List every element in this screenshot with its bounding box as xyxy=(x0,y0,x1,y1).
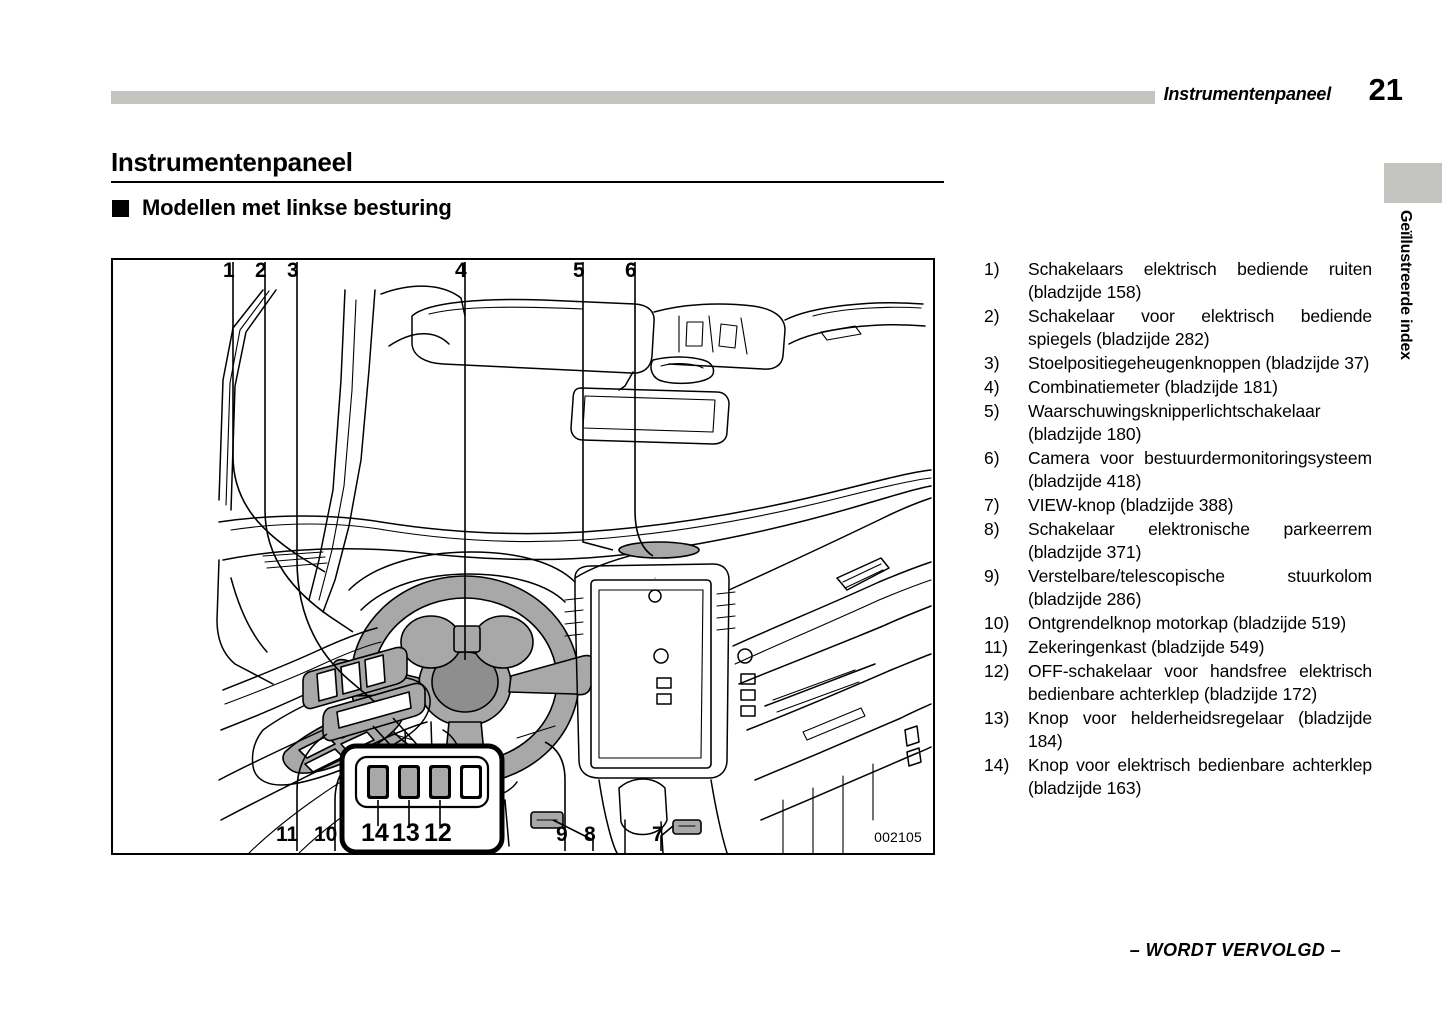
legend-item-number: 14) xyxy=(984,755,1010,775)
page-title: Instrumentenpaneel xyxy=(111,147,353,177)
thumb-index-tab-marker xyxy=(1384,163,1442,203)
legend-item-label: Knop voor helderheidsregelaar (bladzijde 184) xyxy=(1028,708,1372,751)
legend-item-number: 3) xyxy=(984,353,1000,373)
callout-number-9: 9 xyxy=(556,823,568,846)
callout-number-1: 1 xyxy=(223,259,235,282)
legend-item-label: OFF-schakelaar voor handsfree elektrisch bedienbare achterklep (bladzijde 172) xyxy=(1028,661,1372,704)
dashboard-illustration-figure xyxy=(111,258,935,855)
callout-number-12: 12 xyxy=(424,819,452,847)
legend-item-label: Zekeringenkast (bladzijde 549) xyxy=(1028,637,1265,657)
legend-item-number: 9) xyxy=(984,566,1000,586)
legend-item-label: Knop voor elektrisch bedienbare achterklep (bladzijde 163) xyxy=(1028,755,1372,798)
page-number: 21 xyxy=(1363,72,1403,108)
legend-item-5 xyxy=(984,400,1372,446)
filled-square-bullet-icon xyxy=(112,200,129,217)
running-header-title: Instrumentenpaneel xyxy=(1155,82,1340,106)
legend-item-label: Combinatiemeter (bladzijde 181) xyxy=(1028,377,1278,397)
legend-item-10 xyxy=(984,612,1372,635)
callout-number-5: 5 xyxy=(573,259,585,282)
title-underline-rule xyxy=(111,181,944,183)
legend-item-14 xyxy=(984,754,1372,800)
legend-item-label: Verstelbare/telescopische stuurkolom (bladzijde 286) xyxy=(1028,566,1372,609)
legend-item-7 xyxy=(984,494,1372,517)
subsection-heading xyxy=(112,194,452,222)
callout-number-14: 14 xyxy=(361,819,389,847)
legend-item-number: 12) xyxy=(984,661,1010,681)
legend-item-label: Waarschuwingsknipperlichtschakelaar (bladzijde 180) xyxy=(1028,401,1321,444)
callout-number-2: 2 xyxy=(255,259,267,282)
legend-item-13 xyxy=(984,707,1372,753)
legend-item-number: 11) xyxy=(984,637,1008,657)
legend-item-label: Stoelpositiegeheugenknoppen (bladzijde 37) xyxy=(1028,353,1370,373)
legend-item-11 xyxy=(984,636,1372,659)
figure-id-code: 002105 xyxy=(874,829,922,845)
legend-item-label: Schakelaar elektronische parkeerrem (bladzijde 371) xyxy=(1028,519,1372,562)
callout-number-6: 6 xyxy=(625,259,637,282)
legend-item-number: 13) xyxy=(984,708,1010,728)
callout-number-11: 11 xyxy=(276,823,299,846)
legend-item-number: 6) xyxy=(984,448,1000,468)
callout-number-7: 7 xyxy=(652,823,664,846)
legend-item-number: 8) xyxy=(984,519,1000,539)
legend-item-label: Ontgrendelknop motorkap (bladzijde 519) xyxy=(1028,613,1347,633)
legend-item-8 xyxy=(984,518,1372,564)
legend-item-1 xyxy=(984,258,1372,304)
legend-item-number: 4) xyxy=(984,377,1000,397)
legend-item-9 xyxy=(984,565,1372,611)
subsection-heading-label: Modellen met linkse besturing xyxy=(142,195,452,220)
dashboard-line-drawing xyxy=(113,260,933,853)
legend-item-number: 7) xyxy=(984,495,1000,515)
legend-item-number: 2) xyxy=(984,306,1000,326)
callout-number-4: 4 xyxy=(455,259,467,282)
legend-item-label: Camera voor bestuurdermonitoringsysteem (bladzijde 418) xyxy=(1028,448,1372,491)
legend-item-12 xyxy=(984,660,1372,706)
legend-item-4 xyxy=(984,376,1372,399)
legend-item-2 xyxy=(984,305,1372,351)
legend-item-3 xyxy=(984,352,1372,375)
component-legend-list xyxy=(984,258,1372,801)
callout-number-10: 10 xyxy=(314,823,338,846)
legend-item-number: 10) xyxy=(984,613,1010,633)
legend-item-label: VIEW-knop (bladzijde 388) xyxy=(1028,495,1234,515)
callout-number-3: 3 xyxy=(287,259,299,282)
legend-item-6 xyxy=(984,447,1372,493)
legend-item-label: Schakelaars elektrisch bediende ruiten (bladzijde 158) xyxy=(1028,259,1372,302)
legend-item-number: 5) xyxy=(984,401,1000,421)
continued-footer: – WORDT VERVOLGD – xyxy=(1129,940,1341,960)
callout-number-8: 8 xyxy=(584,823,596,846)
legend-item-number: 1) xyxy=(984,259,1000,279)
thumb-index-label: Geïllustreerde index xyxy=(1397,210,1414,360)
legend-item-label: Schakelaar voor elektrisch bediende spiegels (bladzijde 282) xyxy=(1028,306,1372,349)
callout-number-13: 13 xyxy=(392,819,420,847)
